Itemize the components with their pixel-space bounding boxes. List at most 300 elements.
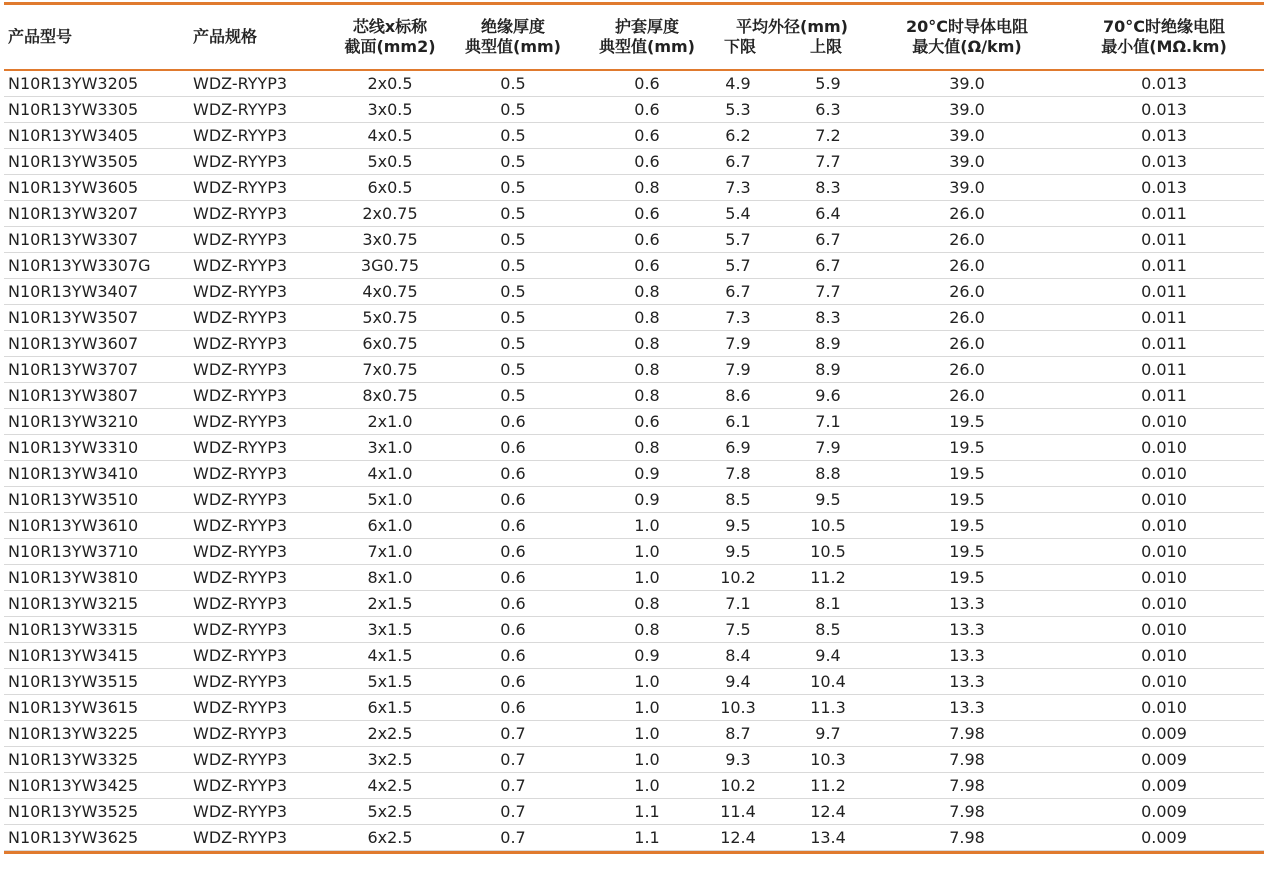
table-row — [4, 617, 1264, 643]
cell-cores: 4x0.5 — [334, 123, 446, 149]
cell-insulation: 0.5 — [446, 123, 580, 149]
cell-insulation-resistance: 0.011 — [1064, 357, 1264, 383]
table-row — [4, 669, 1264, 695]
cell-resistance: 19.5 — [870, 409, 1064, 435]
cell-od-lower: 7.9 — [725, 360, 751, 379]
cell-resistance: 26.0 — [870, 227, 1064, 253]
cell-model: N10R13YW3607 — [4, 331, 189, 357]
table-row — [4, 539, 1264, 565]
cell-sheath: 0.8 — [580, 617, 714, 643]
cell-od-upper: 7.2 — [815, 126, 841, 145]
cell-spec: WDZ-RYYP3 — [189, 461, 334, 487]
cell-spec: WDZ-RYYP3 — [189, 201, 334, 227]
cell-spec: WDZ-RYYP3 — [189, 123, 334, 149]
cell-resistance: 13.3 — [870, 669, 1064, 695]
cell-od-upper: 8.9 — [815, 334, 841, 353]
cell-spec: WDZ-RYYP3 — [189, 279, 334, 305]
cell-model: N10R13YW3207 — [4, 201, 189, 227]
cell-insulation-resistance: 0.011 — [1064, 383, 1264, 409]
cell-od-upper: 6.7 — [815, 256, 841, 275]
cell-outer-diameter — [714, 825, 870, 851]
cell-cores: 3x1.0 — [334, 435, 446, 461]
cell-insulation: 0.6 — [446, 695, 580, 721]
cell-model: N10R13YW3807 — [4, 383, 189, 409]
cell-outer-diameter — [714, 669, 870, 695]
cell-cores: 4x1.5 — [334, 643, 446, 669]
bottom-rule — [4, 851, 1264, 854]
cell-insulation-resistance: 0.010 — [1064, 461, 1264, 487]
cell-spec: WDZ-RYYP3 — [189, 721, 334, 747]
table-row — [4, 825, 1264, 851]
cell-resistance: 19.5 — [870, 435, 1064, 461]
cell-od-lower: 6.1 — [725, 412, 751, 431]
table-row — [4, 591, 1264, 617]
cell-resistance: 26.0 — [870, 383, 1064, 409]
cell-cores: 6x1.0 — [334, 513, 446, 539]
cell-od-lower: 8.5 — [725, 490, 751, 509]
cell-resistance: 39.0 — [870, 175, 1064, 201]
table-body — [4, 70, 1264, 851]
header-outer-diameter: 平均外径(mm) 下限 上限 — [714, 5, 870, 70]
cell-spec: WDZ-RYYP3 — [189, 357, 334, 383]
table-row — [4, 643, 1264, 669]
cell-insulation: 0.5 — [446, 383, 580, 409]
table-row — [4, 227, 1264, 253]
cell-outer-diameter — [714, 305, 870, 331]
table-row — [4, 305, 1264, 331]
table-row — [4, 149, 1264, 175]
cell-cores: 7x1.0 — [334, 539, 446, 565]
header-spec: 产品规格 — [189, 5, 334, 70]
cell-insulation: 0.5 — [446, 175, 580, 201]
table-row — [4, 331, 1264, 357]
cell-insulation: 0.5 — [446, 253, 580, 279]
cell-spec: WDZ-RYYP3 — [189, 70, 334, 97]
cell-resistance: 19.5 — [870, 565, 1064, 591]
table-row — [4, 383, 1264, 409]
cell-od-upper: 10.3 — [810, 750, 846, 769]
cell-od-upper: 6.7 — [815, 230, 841, 249]
cell-sheath: 0.8 — [580, 383, 714, 409]
header-od-upper: 上限 — [809, 37, 842, 56]
cell-sheath: 1.0 — [580, 669, 714, 695]
cell-insulation-resistance: 0.010 — [1064, 409, 1264, 435]
cell-insulation: 0.6 — [446, 513, 580, 539]
cell-resistance: 26.0 — [870, 305, 1064, 331]
cell-od-upper: 8.3 — [815, 308, 841, 327]
cell-insulation-resistance: 0.013 — [1064, 70, 1264, 97]
cell-spec: WDZ-RYYP3 — [189, 591, 334, 617]
cell-insulation-resistance: 0.013 — [1064, 175, 1264, 201]
cell-outer-diameter — [714, 149, 870, 175]
cell-spec: WDZ-RYYP3 — [189, 253, 334, 279]
cell-resistance: 39.0 — [870, 149, 1064, 175]
cell-insulation: 0.5 — [446, 227, 580, 253]
cell-model: N10R13YW3510 — [4, 487, 189, 513]
cell-insulation: 0.6 — [446, 591, 580, 617]
cell-od-lower: 7.3 — [725, 308, 751, 327]
cell-insulation-resistance: 0.010 — [1064, 513, 1264, 539]
table-row — [4, 565, 1264, 591]
cell-resistance: 13.3 — [870, 591, 1064, 617]
cell-resistance: 19.5 — [870, 513, 1064, 539]
cell-sheath: 0.6 — [580, 227, 714, 253]
cell-od-upper: 7.7 — [815, 282, 841, 301]
cell-model: N10R13YW3407 — [4, 279, 189, 305]
cell-resistance: 7.98 — [870, 825, 1064, 851]
cell-model: N10R13YW3315 — [4, 617, 189, 643]
table-row — [4, 513, 1264, 539]
cell-resistance: 19.5 — [870, 461, 1064, 487]
cell-od-lower: 9.5 — [725, 542, 751, 561]
cell-resistance: 26.0 — [870, 201, 1064, 227]
cell-insulation: 0.6 — [446, 565, 580, 591]
cell-od-lower: 5.4 — [725, 204, 751, 223]
cell-cores: 4x0.75 — [334, 279, 446, 305]
cell-sheath: 0.8 — [580, 279, 714, 305]
cell-od-lower: 7.3 — [725, 178, 751, 197]
cell-od-lower: 6.7 — [725, 282, 751, 301]
cell-insulation-resistance: 0.009 — [1064, 747, 1264, 773]
cell-outer-diameter — [714, 279, 870, 305]
cell-model: N10R13YW3410 — [4, 461, 189, 487]
cell-od-lower: 7.1 — [725, 594, 751, 613]
cell-resistance: 19.5 — [870, 539, 1064, 565]
cell-model: N10R13YW3415 — [4, 643, 189, 669]
table-row — [4, 70, 1264, 97]
cell-insulation: 0.7 — [446, 799, 580, 825]
cell-model: N10R13YW3505 — [4, 149, 189, 175]
cell-model: N10R13YW3515 — [4, 669, 189, 695]
cell-outer-diameter — [714, 695, 870, 721]
cell-od-upper: 9.6 — [815, 386, 841, 405]
cell-outer-diameter — [714, 747, 870, 773]
cell-sheath: 0.9 — [580, 643, 714, 669]
cell-insulation: 0.5 — [446, 331, 580, 357]
cell-model: N10R13YW3610 — [4, 513, 189, 539]
cell-cores: 6x1.5 — [334, 695, 446, 721]
cell-resistance: 39.0 — [870, 97, 1064, 123]
cell-outer-diameter — [714, 461, 870, 487]
cell-insulation: 0.6 — [446, 643, 580, 669]
cell-insulation: 0.5 — [446, 149, 580, 175]
cell-insulation: 0.6 — [446, 461, 580, 487]
cell-od-upper: 7.1 — [815, 412, 841, 431]
cell-outer-diameter — [714, 513, 870, 539]
cell-sheath: 1.1 — [580, 825, 714, 851]
cell-insulation: 0.7 — [446, 825, 580, 851]
header-insulation-resistance: 70°C时绝缘电阻 最小值(MΩ.km) — [1064, 5, 1264, 70]
cell-od-lower: 10.3 — [720, 698, 756, 717]
cell-sheath: 0.8 — [580, 331, 714, 357]
cell-od-upper: 10.5 — [810, 542, 846, 561]
cell-sheath: 0.8 — [580, 591, 714, 617]
cell-sheath: 1.1 — [580, 799, 714, 825]
cell-insulation: 0.5 — [446, 97, 580, 123]
header-sheath: 护套厚度 典型值(mm) — [580, 5, 714, 70]
cell-od-lower: 6.7 — [725, 152, 751, 171]
cell-outer-diameter — [714, 721, 870, 747]
cell-od-upper: 5.9 — [815, 74, 841, 93]
table-row — [4, 279, 1264, 305]
cell-od-upper: 10.4 — [810, 672, 846, 691]
cell-od-upper: 7.7 — [815, 152, 841, 171]
cell-sheath: 0.8 — [580, 305, 714, 331]
cell-insulation-resistance: 0.013 — [1064, 97, 1264, 123]
cell-sheath: 0.6 — [580, 70, 714, 97]
cell-cores: 6x2.5 — [334, 825, 446, 851]
table-row — [4, 253, 1264, 279]
cell-od-upper: 7.9 — [815, 438, 841, 457]
cell-od-upper: 13.4 — [810, 828, 846, 847]
cell-model: N10R13YW3210 — [4, 409, 189, 435]
cell-model: N10R13YW3810 — [4, 565, 189, 591]
cell-resistance: 26.0 — [870, 279, 1064, 305]
cell-spec: WDZ-RYYP3 — [189, 669, 334, 695]
header-row — [4, 5, 1264, 70]
cell-resistance: 39.0 — [870, 123, 1064, 149]
cell-outer-diameter — [714, 123, 870, 149]
cell-insulation-resistance: 0.011 — [1064, 253, 1264, 279]
cell-cores: 4x2.5 — [334, 773, 446, 799]
cell-od-upper: 9.7 — [815, 724, 841, 743]
cell-resistance: 19.5 — [870, 487, 1064, 513]
cell-spec: WDZ-RYYP3 — [189, 539, 334, 565]
cell-insulation: 0.6 — [446, 669, 580, 695]
cell-resistance: 13.3 — [870, 617, 1064, 643]
cell-outer-diameter — [714, 435, 870, 461]
cell-insulation: 0.5 — [446, 70, 580, 97]
cell-insulation-resistance: 0.010 — [1064, 591, 1264, 617]
cell-spec: WDZ-RYYP3 — [189, 331, 334, 357]
cell-cores: 5x2.5 — [334, 799, 446, 825]
cell-od-lower: 4.9 — [725, 74, 751, 93]
cell-cores: 3x1.5 — [334, 617, 446, 643]
cell-insulation: 0.7 — [446, 721, 580, 747]
cell-insulation-resistance: 0.010 — [1064, 643, 1264, 669]
cell-od-lower: 12.4 — [720, 828, 756, 847]
cell-outer-diameter — [714, 643, 870, 669]
table-row — [4, 409, 1264, 435]
cell-insulation-resistance: 0.011 — [1064, 331, 1264, 357]
cell-model: N10R13YW3507 — [4, 305, 189, 331]
cell-insulation-resistance: 0.010 — [1064, 695, 1264, 721]
table-row — [4, 97, 1264, 123]
cell-resistance: 13.3 — [870, 695, 1064, 721]
table-row — [4, 461, 1264, 487]
cell-sheath: 1.0 — [580, 513, 714, 539]
cell-sheath: 0.6 — [580, 201, 714, 227]
cell-od-lower: 7.5 — [725, 620, 751, 639]
cell-spec: WDZ-RYYP3 — [189, 487, 334, 513]
cell-spec: WDZ-RYYP3 — [189, 825, 334, 851]
cell-cores: 2x2.5 — [334, 721, 446, 747]
table-row — [4, 123, 1264, 149]
cell-spec: WDZ-RYYP3 — [189, 97, 334, 123]
cell-sheath: 0.8 — [580, 175, 714, 201]
cell-model: N10R13YW3405 — [4, 123, 189, 149]
table-row — [4, 695, 1264, 721]
cell-insulation-resistance: 0.009 — [1064, 825, 1264, 851]
cell-outer-diameter — [714, 227, 870, 253]
cell-spec: WDZ-RYYP3 — [189, 305, 334, 331]
cell-outer-diameter — [714, 487, 870, 513]
cell-insulation: 0.6 — [446, 435, 580, 461]
cell-od-lower: 7.9 — [725, 334, 751, 353]
table-row — [4, 773, 1264, 799]
cell-od-upper: 6.3 — [815, 100, 841, 119]
table-row — [4, 487, 1264, 513]
cell-outer-diameter — [714, 383, 870, 409]
cell-outer-diameter — [714, 799, 870, 825]
cell-spec: WDZ-RYYP3 — [189, 435, 334, 461]
cell-insulation-resistance: 0.013 — [1064, 149, 1264, 175]
cell-sheath: 0.6 — [580, 97, 714, 123]
cell-od-lower: 11.4 — [720, 802, 756, 821]
cell-cores: 6x0.75 — [334, 331, 446, 357]
cell-spec: WDZ-RYYP3 — [189, 409, 334, 435]
cell-cores: 7x0.75 — [334, 357, 446, 383]
cell-model: N10R13YW3325 — [4, 747, 189, 773]
cell-outer-diameter — [714, 201, 870, 227]
cell-sheath: 0.9 — [580, 461, 714, 487]
cell-insulation: 0.5 — [446, 201, 580, 227]
cell-cores: 3x0.75 — [334, 227, 446, 253]
cell-resistance: 7.98 — [870, 721, 1064, 747]
cell-insulation: 0.5 — [446, 305, 580, 331]
cell-insulation-resistance: 0.009 — [1064, 799, 1264, 825]
cell-od-upper: 10.5 — [810, 516, 846, 535]
cell-od-lower: 9.5 — [725, 516, 751, 535]
cell-insulation-resistance: 0.010 — [1064, 565, 1264, 591]
cable-spec-table — [4, 5, 1264, 851]
cell-insulation-resistance: 0.010 — [1064, 669, 1264, 695]
cell-outer-diameter — [714, 773, 870, 799]
cell-insulation: 0.6 — [446, 539, 580, 565]
cell-insulation-resistance: 0.011 — [1064, 201, 1264, 227]
cell-insulation-resistance: 0.013 — [1064, 123, 1264, 149]
cell-sheath: 1.0 — [580, 747, 714, 773]
cell-spec: WDZ-RYYP3 — [189, 799, 334, 825]
cell-outer-diameter — [714, 357, 870, 383]
cell-model: N10R13YW3425 — [4, 773, 189, 799]
cell-od-lower: 10.2 — [720, 568, 756, 587]
cell-sheath: 1.0 — [580, 565, 714, 591]
cell-od-upper: 11.3 — [810, 698, 846, 717]
cell-outer-diameter — [714, 175, 870, 201]
cell-model: N10R13YW3625 — [4, 825, 189, 851]
header-model: 产品型号 — [4, 5, 189, 70]
cell-cores: 2x0.5 — [334, 70, 446, 97]
cell-sheath: 0.6 — [580, 409, 714, 435]
cell-model: N10R13YW3215 — [4, 591, 189, 617]
cell-insulation: 0.5 — [446, 279, 580, 305]
cell-spec: WDZ-RYYP3 — [189, 617, 334, 643]
cell-spec: WDZ-RYYP3 — [189, 695, 334, 721]
header-conductor-resistance: 20°C时导体电阻 最大值(Ω/km) — [870, 5, 1064, 70]
cell-sheath: 1.0 — [580, 721, 714, 747]
cell-spec: WDZ-RYYP3 — [189, 773, 334, 799]
cell-insulation: 0.7 — [446, 773, 580, 799]
cell-spec: WDZ-RYYP3 — [189, 565, 334, 591]
cell-od-lower: 5.7 — [725, 256, 751, 275]
table-row — [4, 435, 1264, 461]
cell-od-lower: 6.2 — [725, 126, 751, 145]
header-od-lower: 下限 — [724, 37, 757, 56]
cell-cores: 6x0.5 — [334, 175, 446, 201]
cell-resistance: 7.98 — [870, 799, 1064, 825]
cell-insulation-resistance: 0.010 — [1064, 487, 1264, 513]
cell-resistance: 26.0 — [870, 331, 1064, 357]
cell-insulation-resistance: 0.010 — [1064, 435, 1264, 461]
cell-cores: 5x1.5 — [334, 669, 446, 695]
cell-model: N10R13YW3310 — [4, 435, 189, 461]
cell-sheath: 0.6 — [580, 149, 714, 175]
cell-od-upper: 8.3 — [815, 178, 841, 197]
cell-od-lower: 9.3 — [725, 750, 751, 769]
cell-spec: WDZ-RYYP3 — [189, 227, 334, 253]
cell-od-lower: 10.2 — [720, 776, 756, 795]
cell-od-upper: 9.4 — [815, 646, 841, 665]
cell-od-lower: 6.9 — [725, 438, 751, 457]
cell-resistance: 26.0 — [870, 357, 1064, 383]
cell-insulation-resistance: 0.009 — [1064, 721, 1264, 747]
cell-od-lower: 5.7 — [725, 230, 751, 249]
cell-cores: 8x1.0 — [334, 565, 446, 591]
cell-insulation: 0.6 — [446, 487, 580, 513]
cell-cores: 4x1.0 — [334, 461, 446, 487]
cell-model: N10R13YW3307 — [4, 227, 189, 253]
cell-cores: 3x2.5 — [334, 747, 446, 773]
cell-sheath: 1.0 — [580, 539, 714, 565]
cell-insulation: 0.6 — [446, 409, 580, 435]
cell-resistance: 13.3 — [870, 643, 1064, 669]
cell-od-lower: 8.7 — [725, 724, 751, 743]
cell-resistance: 7.98 — [870, 773, 1064, 799]
cell-resistance: 39.0 — [870, 70, 1064, 97]
cell-od-upper: 6.4 — [815, 204, 841, 223]
cell-model: N10R13YW3225 — [4, 721, 189, 747]
table-row — [4, 357, 1264, 383]
cell-insulation-resistance: 0.010 — [1064, 539, 1264, 565]
cell-cores: 2x0.75 — [334, 201, 446, 227]
cell-model: N10R13YW3205 — [4, 70, 189, 97]
cell-od-upper: 11.2 — [810, 568, 846, 587]
cell-sheath: 1.0 — [580, 695, 714, 721]
cell-outer-diameter — [714, 539, 870, 565]
cell-outer-diameter — [714, 97, 870, 123]
cell-sheath: 1.0 — [580, 773, 714, 799]
table-row — [4, 201, 1264, 227]
cell-od-upper: 9.5 — [815, 490, 841, 509]
cell-outer-diameter — [714, 70, 870, 97]
table-row — [4, 799, 1264, 825]
cell-cores: 5x1.0 — [334, 487, 446, 513]
cell-outer-diameter — [714, 565, 870, 591]
table-row — [4, 175, 1264, 201]
cell-spec: WDZ-RYYP3 — [189, 747, 334, 773]
cell-insulation-resistance: 0.011 — [1064, 279, 1264, 305]
header-insulation: 绝缘厚度 典型值(mm) — [446, 5, 580, 70]
cell-cores: 5x0.5 — [334, 149, 446, 175]
table-row — [4, 747, 1264, 773]
cell-sheath: 0.9 — [580, 487, 714, 513]
cell-cores: 3x0.5 — [334, 97, 446, 123]
cell-sheath: 0.6 — [580, 123, 714, 149]
cell-outer-diameter — [714, 617, 870, 643]
cell-spec: WDZ-RYYP3 — [189, 513, 334, 539]
cell-od-upper: 8.8 — [815, 464, 841, 483]
